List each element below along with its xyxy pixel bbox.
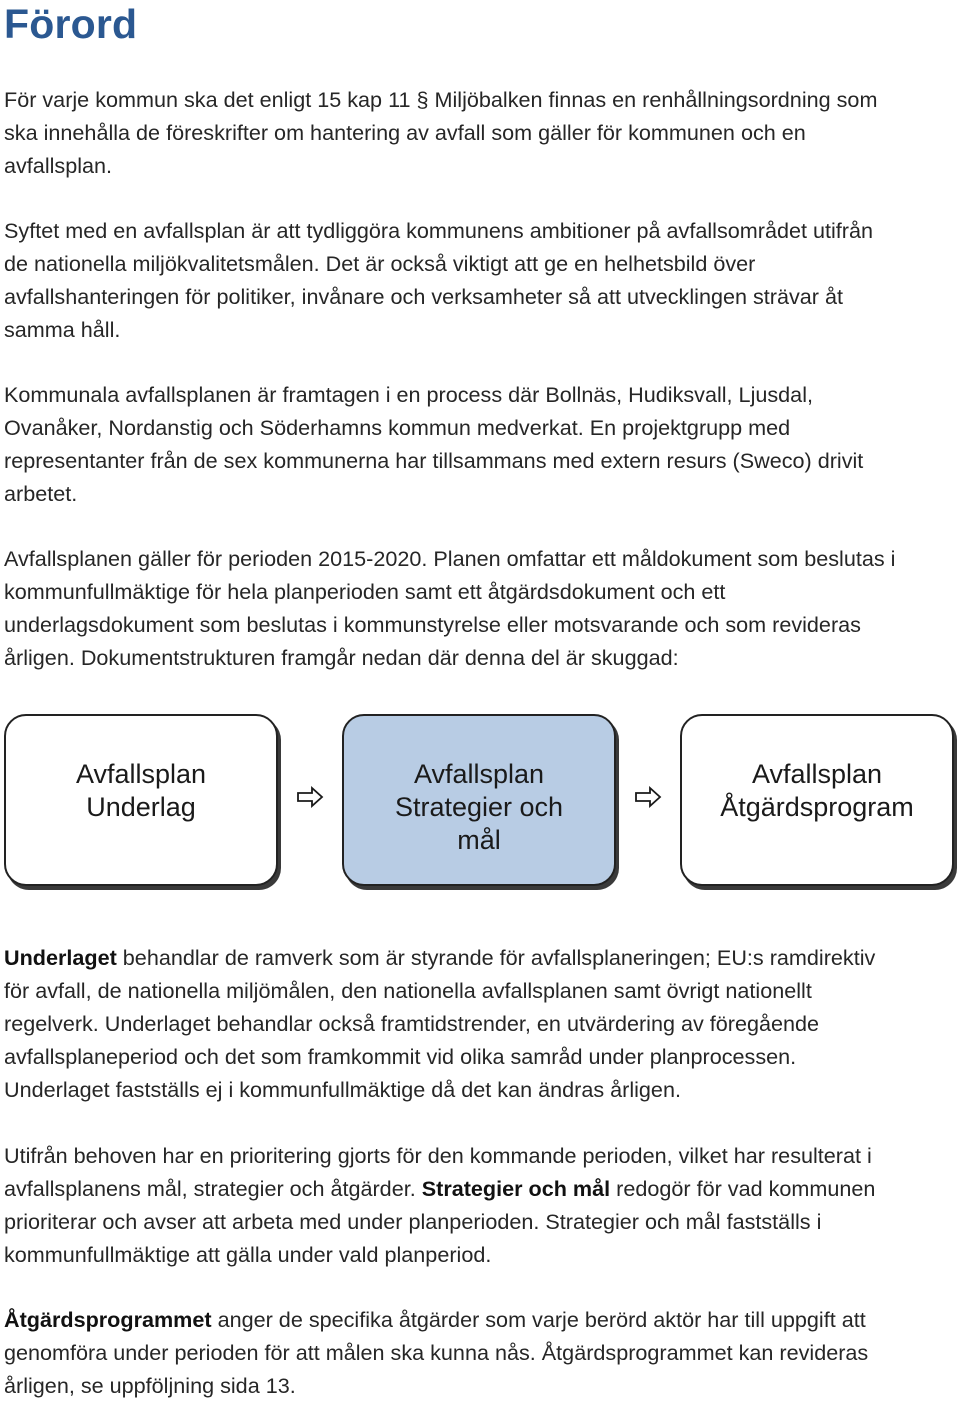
paragraph-process bbox=[4, 378, 960, 510]
bold-term: Strategier och mål bbox=[421, 1176, 611, 1201]
text-line: årligen. Dokumentstrukturen framgår nedan där denna del är skuggad: bbox=[4, 645, 679, 670]
text-line: underlagsdokument som beslutas i kommunstyrelse eller motsvarande och som revideras bbox=[4, 612, 861, 637]
paragraph-atgardsprogrammet bbox=[4, 1303, 960, 1402]
text-line: Kommunala avfallsplanen är framtagen i en process där Bollnäs, Hudiksvall, Ljusdal, bbox=[4, 382, 813, 407]
text-line bbox=[4, 1172, 960, 1205]
text-line: avfallsplaneperiod och det som framkommit vid olika samråd under planprocessen. bbox=[4, 1044, 797, 1069]
paragraph-intro bbox=[4, 83, 960, 182]
paragraph-period bbox=[4, 542, 960, 674]
box-underlag bbox=[4, 714, 278, 886]
paragraph-strategier bbox=[4, 1139, 960, 1271]
text-run: avfallsplanens mål, strategier och åtgärder. bbox=[4, 1176, 422, 1201]
text-line bbox=[4, 941, 960, 974]
text-line: representanter från de sex kommunerna har tillsammans med extern resurs (Sweco) drivit bbox=[4, 448, 864, 473]
text-run: behandlar de ramverk som är styrande för avfallsplaneringen; EU:s ramdirektiv bbox=[116, 945, 876, 970]
box-atgardsprogram bbox=[680, 714, 954, 886]
text-line: regelverk. Underlaget behandlar också framtidstrender, en utvärdering av föregående bbox=[4, 1011, 820, 1036]
box-label-line: Åtgärdsprogram bbox=[720, 792, 914, 822]
text-line: årligen, se uppföljning sida 13. bbox=[4, 1373, 296, 1398]
box-label-line: Underlag bbox=[86, 792, 196, 822]
box-label-line: Strategier och bbox=[394, 792, 564, 822]
page-title: Förord bbox=[4, 1, 138, 47]
box-label-line: Avfallsplan bbox=[75, 759, 207, 789]
text-line bbox=[4, 1303, 960, 1336]
box-label bbox=[395, 758, 563, 857]
text-line: kommunfullmäktige för hela planperioden samt ett åtgärdsdokument och ett bbox=[4, 579, 726, 604]
text-line: Underlaget fastställs ej i kommunfullmäktige då det kan ändras årligen. bbox=[4, 1077, 681, 1102]
text-line: Ovanåker, Nordanstig och Söderhamns kommun medverkat. En projektgrupp med bbox=[4, 415, 791, 440]
text-line: ska innehålla de föreskrifter om hantering av avfall som gäller för kommunen och en bbox=[4, 120, 806, 145]
paragraph-underlaget bbox=[4, 941, 960, 1106]
text-line: prioriterar och avser att arbeta med under planperioden. Strategier och mål fastställs i bbox=[4, 1209, 822, 1234]
text-line: avfallshanteringen för politiker, invånare och verksamheter så att utvecklingen strävar åt bbox=[4, 284, 843, 309]
text-line: Syftet med en avfallsplan är att tydliggöra kommunens ambitioner på avfallsområdet utifrån bbox=[4, 218, 873, 243]
box-label-line: Avfallsplan bbox=[751, 759, 883, 789]
text-run: anger de specifika åtgärder som varje berörd aktör har till uppgift att bbox=[211, 1307, 866, 1332]
text-line: Avfallsplanen gäller för perioden 2015-2020. Planen omfattar ett måldokument som beslutas i bbox=[4, 546, 896, 571]
box-label-line: Avfallsplan bbox=[413, 759, 545, 789]
hollow-right-arrow-icon bbox=[296, 786, 324, 808]
text-line: arbetet. bbox=[4, 481, 78, 506]
text-run: redogör för vad kommunen bbox=[610, 1176, 876, 1201]
paragraph-purpose bbox=[4, 214, 960, 346]
text-line: genomföra under perioden för att målen ska kunna nås. Åtgärdsprogrammet kan revideras bbox=[4, 1340, 869, 1365]
text-line: för avfall, de nationella miljömålen, den nationella avfallsplanen samt övrigt nationellt bbox=[4, 978, 812, 1003]
box-label-line: mål bbox=[457, 825, 501, 855]
text-line: avfallsplan. bbox=[4, 153, 113, 178]
text-line: kommunfullmäktige att gälla under vald planperiod. bbox=[4, 1242, 492, 1267]
box-label bbox=[720, 758, 914, 824]
text-line: samma håll. bbox=[4, 317, 121, 342]
text-line: Utifrån behoven har en prioritering gjorts för den kommande perioden, vilket har resulterat i bbox=[4, 1143, 872, 1168]
text-line: de nationella miljökvalitetsmålen. Det är också viktigt att ge en helhetsbild över bbox=[4, 251, 756, 276]
box-strategier-och-mal bbox=[342, 714, 616, 886]
text-line: För varje kommun ska det enligt 15 kap 11 § Miljöbalken finnas en renhållningsordning som bbox=[4, 87, 878, 112]
hollow-right-arrow-icon bbox=[634, 786, 662, 808]
box-label bbox=[76, 758, 206, 824]
bold-term: Åtgärdsprogrammet bbox=[4, 1307, 212, 1332]
document-structure-diagram bbox=[0, 710, 960, 900]
bold-term: Underlaget bbox=[4, 945, 117, 970]
